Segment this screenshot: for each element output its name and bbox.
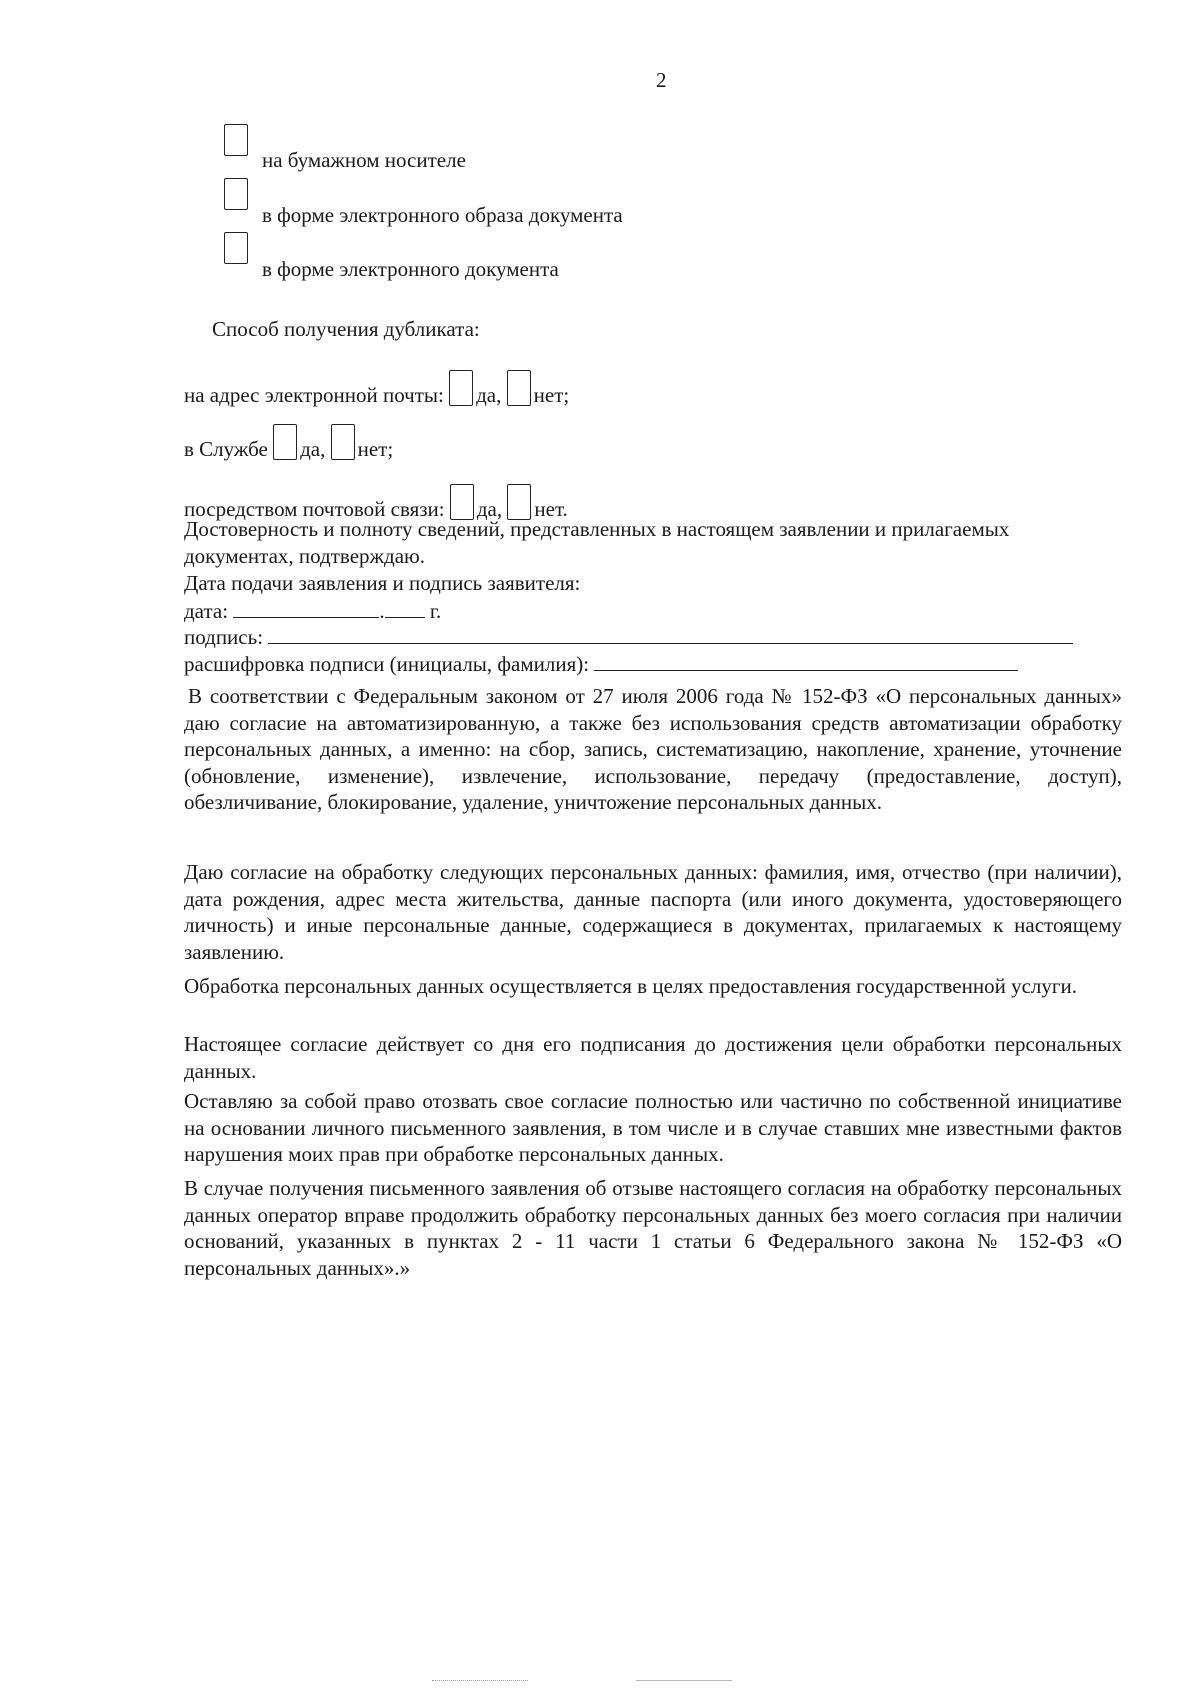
date-day-month-field[interactable] xyxy=(233,597,379,618)
service-no-label: нет; xyxy=(357,437,394,461)
electronic-document-checkbox[interactable] xyxy=(224,232,248,264)
email-no-checkbox[interactable] xyxy=(507,370,531,406)
post-yes-label: да, xyxy=(476,497,503,521)
date-separator: . xyxy=(379,599,385,623)
method-email-row xyxy=(184,370,569,408)
email-no-label: нет; xyxy=(533,383,570,407)
signature-decode-label: расшифровка подписи (инициалы, фамилия): xyxy=(184,652,590,676)
signature-label: подпись: xyxy=(184,625,264,649)
signature-row xyxy=(184,623,1073,650)
date-label: дата: xyxy=(184,599,229,623)
consent-paragraph-2: Даю согласие на обработку следующих персональных данных: фамилия, имя, отчество (при наличии), дата рождения, адрес места жительства, данные паспорта (или иного документа, удостоверяющего личность) и иные персональные данные, содержащиеся в документах, прилагаемых к настоящему заявлению. xyxy=(184,860,1122,964)
method-service-label: в Службе xyxy=(184,437,268,461)
signature-decode-field[interactable] xyxy=(594,650,1018,671)
service-yes-label: да, xyxy=(300,437,326,461)
consent-paragraph-5: Оставляю за собой право отозвать свое согласие полностью или частично по собственной инициативе на основании личного письменного заявления, в том числе и в случае ставших мне известными фактов нарушения моих прав при обработке персональных данных. xyxy=(184,1089,1122,1166)
method-post-label: посредством почтовой связи: xyxy=(184,497,445,521)
service-yes-checkbox[interactable] xyxy=(273,424,297,460)
signature-decode-row xyxy=(184,650,1018,677)
page-number: 2 xyxy=(656,68,667,92)
service-no-checkbox[interactable] xyxy=(331,424,355,460)
email-yes-label: да, xyxy=(476,383,502,407)
date-year-field[interactable] xyxy=(385,597,425,618)
duplicate-method-title: Способ получения дубликата: xyxy=(212,317,480,341)
consent-paragraph-6: В случае получения письменного заявления об отзыве настоящего согласия на обработку персональных данных оператор вправе продолжить обработку персональных данных без моего согласия при наличии оснований, указанных в пунктах 2 - 11 части 1 статьи 6 Федерального закона № 152-ФЗ «О персональных данных».» xyxy=(184,1176,1122,1280)
signature-field[interactable] xyxy=(268,623,1073,644)
confirm-text: Достоверность и полноту сведений, представленных в настоящем заявлении и прилагаемых документах, подтверждаю. xyxy=(184,517,1010,568)
consent-paragraph-4: Настоящее согласие действует со дня его подписания до достижения цели обработки персональных данных. xyxy=(184,1032,1122,1083)
electronic-document-option-label: в форме электронного документа xyxy=(262,257,559,281)
post-no-checkbox[interactable] xyxy=(507,484,531,520)
scan-artifact-right xyxy=(636,1680,732,1681)
email-yes-checkbox[interactable] xyxy=(449,370,473,406)
scan-artifact-left xyxy=(432,1680,528,1681)
post-yes-checkbox[interactable] xyxy=(450,484,474,520)
post-no-label: нет. xyxy=(534,497,568,521)
electronic-image-option-label: в форме электронного образа документа xyxy=(262,203,623,227)
consent-paragraph-3: Обработка персональных данных осуществляется в целях предоставления государственной услуги. xyxy=(184,974,1077,998)
consent-paragraph-1: В соответствии с Федеральным законом от 27 июля 2006 года № 152-ФЗ «О персональных данных» даю согласие на автоматизированную, а также без использования средств автоматизации обработку персональных данных, а именно: на сбор, запись, систематизацию, накопление, хранение, уточнение (обновление, изменение), извлечение, использование, передачу (предоставление, доступ), обезличивание, блокирование, удаление, уничтожение персональных данных. xyxy=(184,684,1122,814)
method-email-label: на адрес электронной почты: xyxy=(184,383,444,407)
paper-checkbox[interactable] xyxy=(224,124,248,156)
date-sign-title: Дата подачи заявления и подпись заявителя: xyxy=(184,571,581,595)
year-suffix: г. xyxy=(429,599,442,623)
paper-option-label: на бумажном носителе xyxy=(262,148,466,172)
method-service-row xyxy=(184,424,393,462)
electronic-image-checkbox[interactable] xyxy=(224,178,248,210)
date-row xyxy=(184,597,441,624)
